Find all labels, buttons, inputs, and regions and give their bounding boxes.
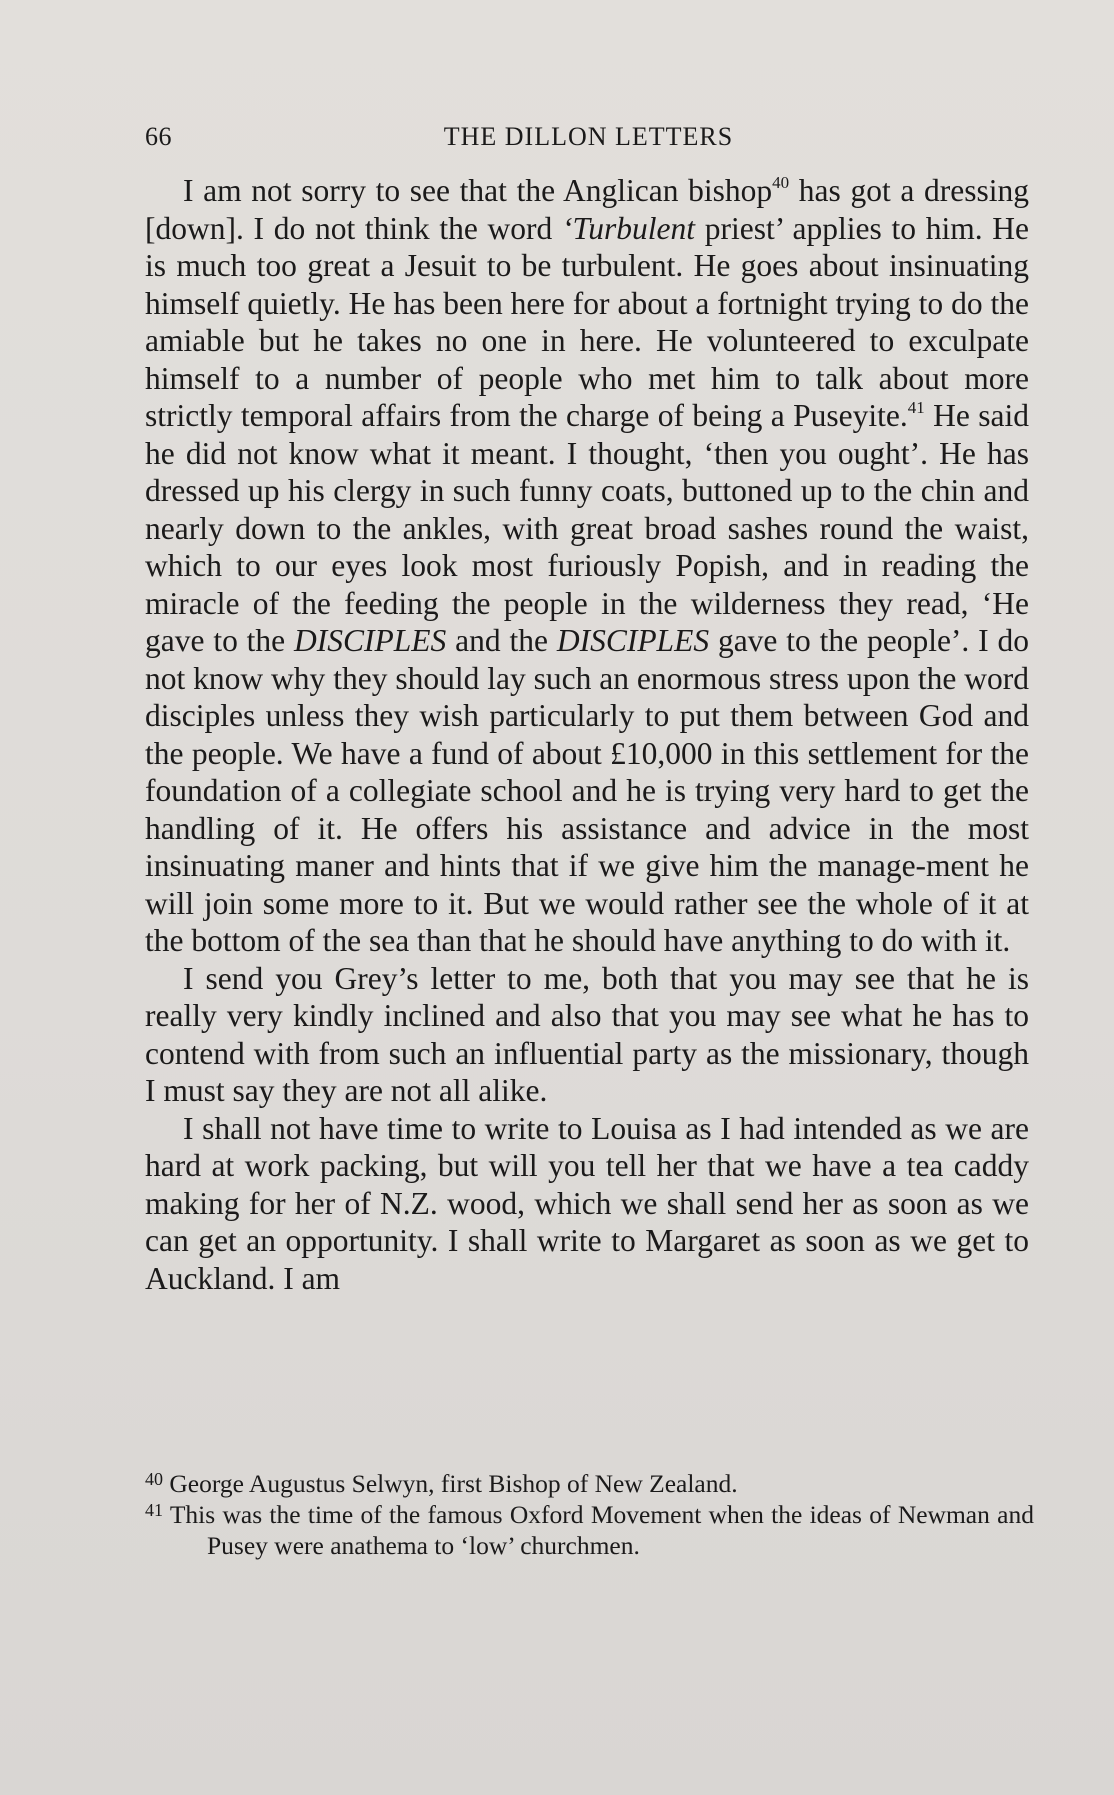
p1-italic-disciples-1: DISCIPLES [294,623,447,658]
footnote-40 [145,1468,1034,1499]
paragraph-1 [145,172,1029,960]
p1-text-3: priest’ applies to him. He is much too great a Jesuit to be turbulent. He goes about insinuating himself quietly. He has been here for about a fortnight trying to do the amiable but he takes no one in here. He volunteered to exculpate himself to a number of people who met him to talk about more strictly temporal affairs from the charge of being a Puseyite. [145,210,1029,433]
body-text [145,172,1029,1297]
footnote-ref-41: 41 [907,398,925,417]
p1-text-1: I am not sorry to see that the Anglican bishop [183,173,773,208]
footnote-text: George Augustus Selwyn, first Bishop of New Zealand. [169,1469,738,1498]
p1-italic-disciples-2: DISCIPLES [556,623,710,658]
running-title: THE DILLON LETTERS [443,122,734,151]
paragraph-3: I shall not have time to write to Louisa as I had intended as we are hard at work packing, but will you tell her that we have a tea caddy making for her of N.Z. wood, which we shall send her as soon as we can get an opportunity. I shall write to Margaret as soon as we get to Auckland. I am [145,1110,1029,1296]
p1-text-4: He said he did not know what it meant. I thought, ‘then you ought’. He has dressed up his clergy in such funny coats, buttoned up to the chin and nearly down to the ankles, with great broad sashes round the waist, which to our eyes look most furiously Popish, and in reading the miracle of the feeding the people in the wilderness they read, ‘He gave to the [145,398,1029,658]
p1-text-2: has got a dressing [down]. I do not think the word [145,173,1029,246]
footnote-mark: 41 [145,1500,163,1520]
footnote-ref-40: 40 [772,173,790,192]
p1-italic-turbulent: ‘Turbulent [562,210,696,246]
running-head [145,122,1032,156]
footnote-text: This was the time of the famous Oxford Movement when the ideas of Newman and Pusey were anathema to ‘low’ churchmen. [169,1500,1034,1560]
paragraph-2: I send you Grey’s letter to me, both that you may see that he is really very kindly inclined and also that you may see what he has to contend with from such an influential party as the missionary, though I must say they are not all alike. [145,960,1029,1108]
footnote-41 [145,1499,1034,1561]
p1-text-6: gave to the people’. I do not know why they should lay such an enormous stress upon the word disciples unless they wish particularly to put them between God and the people. We have a fund of about £10,000 in this settlement for the foundation of a collegiate school and he is trying very hard to get the handling of it. He offers his assistance and advice in the most insinuating maner and hints that if we give him the manage-ment he will join some more to it. But we would rather see the whole of it at the bottom of the sea than that he should have anything to do with it. [145,623,1029,958]
page-number: 66 [145,122,172,151]
footnote-mark: 40 [145,1469,163,1489]
footnotes [145,1468,1034,1561]
p1-text-5: and the [446,623,557,658]
